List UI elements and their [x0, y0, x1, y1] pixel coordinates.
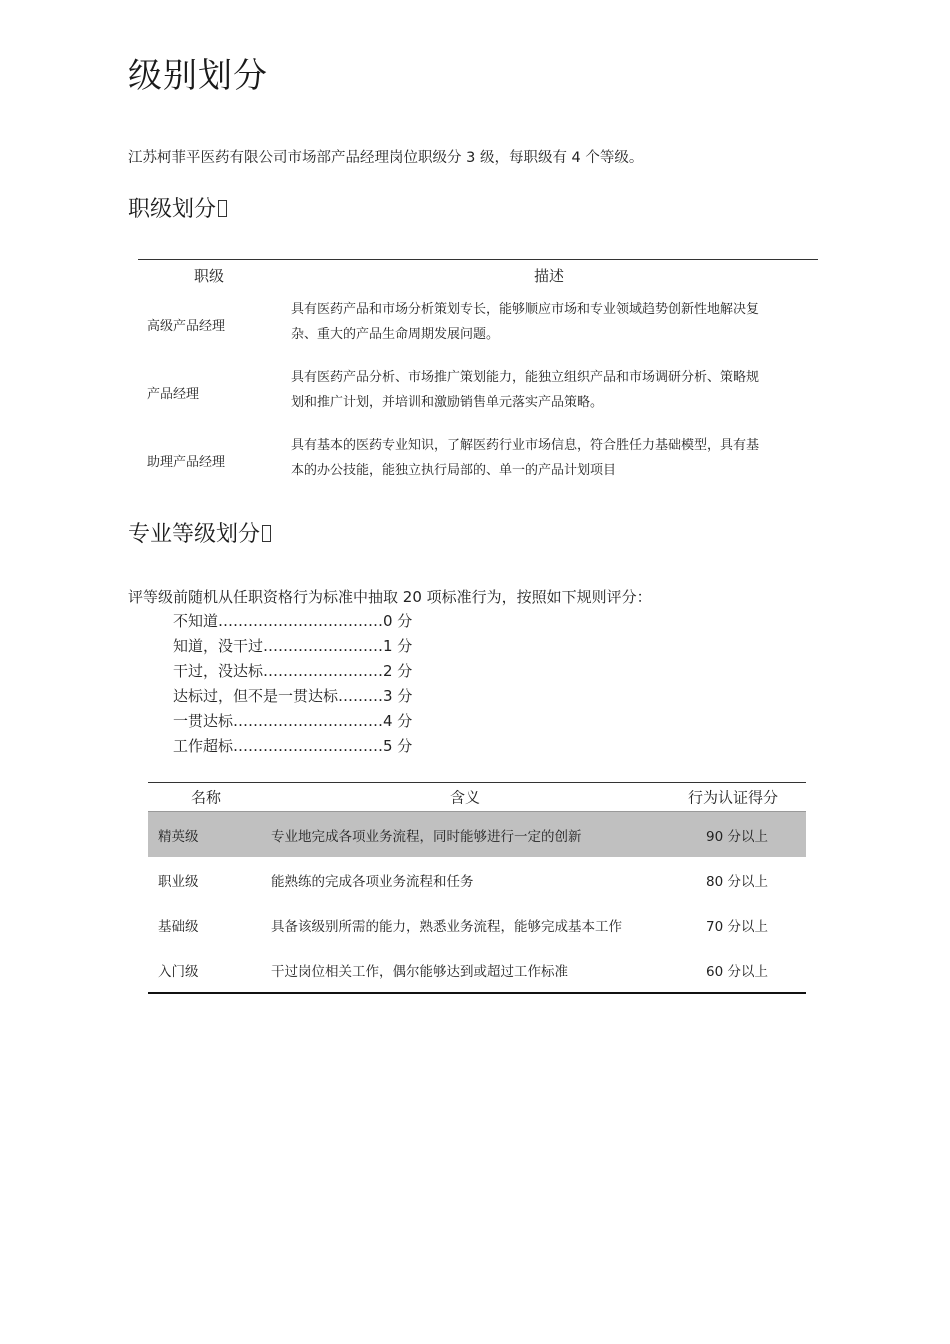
description-cell — [291, 433, 813, 483]
table-row — [148, 857, 806, 902]
description-cell — [291, 297, 813, 347]
description-line: 划和推广计划，并培训和激励销售单元落实产品策略。 — [291, 395, 604, 410]
grade-score-cell: 90 分以上 — [706, 828, 768, 845]
grade-score-cell: 60 分以上 — [706, 963, 768, 980]
scoring-rule: 干过，没达标……………………2 分 — [173, 662, 413, 680]
column-header-meaning: 含义 — [450, 788, 481, 807]
level-cell: 高级产品经理 — [147, 319, 226, 334]
section-heading-text: 专业等级划分 — [128, 522, 261, 547]
grade-name-cell: 入门级 — [158, 963, 199, 980]
description-line: 本的办公技能，能独立执行局部的、单一的产品计划项目 — [291, 463, 617, 478]
level-cell: 助理产品经理 — [147, 455, 226, 470]
grade-name-cell: 职业级 — [158, 873, 199, 890]
section-heading-text: 职级划分 — [128, 197, 217, 222]
description-line: 具有医药产品和市场分析策划专长，能够顺应市场和专业领域趋势创新性地解决复 — [291, 302, 760, 317]
column-header-name: 名称 — [191, 788, 222, 807]
table-row — [138, 290, 818, 358]
description-line: 杂、重大的产品生命周期发展问题。 — [291, 327, 500, 342]
scoring-lead-text: 评等级前随机从任职资格行为标准中抽取 20 项标准行为，按照如下规则评分： — [128, 588, 652, 606]
scoring-rule: 达标过，但不是一贯达标………3 分 — [173, 687, 413, 705]
missing-glyph-icon — [218, 200, 227, 217]
grade-name-cell: 基础级 — [158, 918, 199, 935]
grade-table — [148, 782, 806, 994]
scoring-rules-list — [173, 609, 412, 759]
column-header-level: 职级 — [194, 267, 225, 285]
section-heading-job-level — [128, 192, 227, 223]
grade-meaning-cell: 干过岗位相关工作，偶尔能够达到或超过工作标准 — [271, 963, 568, 980]
grade-score-cell: 80 分以上 — [706, 873, 768, 890]
grade-name-cell: 精英级 — [158, 828, 199, 845]
table-row — [148, 812, 806, 857]
scoring-rule: 工作超标…………………………5 分 — [173, 737, 413, 755]
scoring-rule: 不知道……………………………0 分 — [173, 612, 413, 630]
description-line: 具有医药产品分析、市场推广策划能力，能独立组织产品和市场调研分析、策略规 — [291, 370, 760, 385]
table-header-row — [148, 783, 806, 812]
column-header-description: 描述 — [534, 267, 565, 285]
grade-meaning-cell: 具备该级别所需的能力，熟悉业务流程，能够完成基本工作 — [271, 918, 622, 935]
table-row — [148, 947, 806, 992]
grade-meaning-cell: 能熟练的完成各项业务流程和任务 — [271, 873, 474, 890]
scoring-rule: 一贯达标…………………………4 分 — [173, 712, 413, 730]
table-row — [148, 902, 806, 947]
intro-paragraph: 江苏柯菲平医药有限公司市场部产品经理岗位职级分 3 级，每职级有 4 个等级。 — [128, 150, 644, 166]
grade-meaning-cell: 专业地完成各项业务流程，同时能够进行一定的创新 — [271, 828, 582, 845]
description-cell — [291, 365, 813, 415]
description-line: 具有基本的医药专业知识，了解医药行业市场信息，符合胜任力基础模型，具有基 — [291, 438, 760, 453]
table-row — [138, 426, 818, 494]
grade-score-cell: 70 分以上 — [706, 918, 768, 935]
scoring-rule: 知道，没干过……………………1 分 — [173, 637, 413, 655]
table-header-row — [138, 260, 818, 290]
section-heading-professional-grade — [128, 517, 271, 548]
missing-glyph-icon — [262, 525, 271, 542]
level-cell: 产品经理 — [147, 387, 200, 402]
table-row — [138, 358, 818, 426]
page-title: 级别划分 — [128, 56, 268, 96]
job-level-table — [138, 259, 818, 494]
column-header-score: 行为认证得分 — [688, 788, 779, 807]
